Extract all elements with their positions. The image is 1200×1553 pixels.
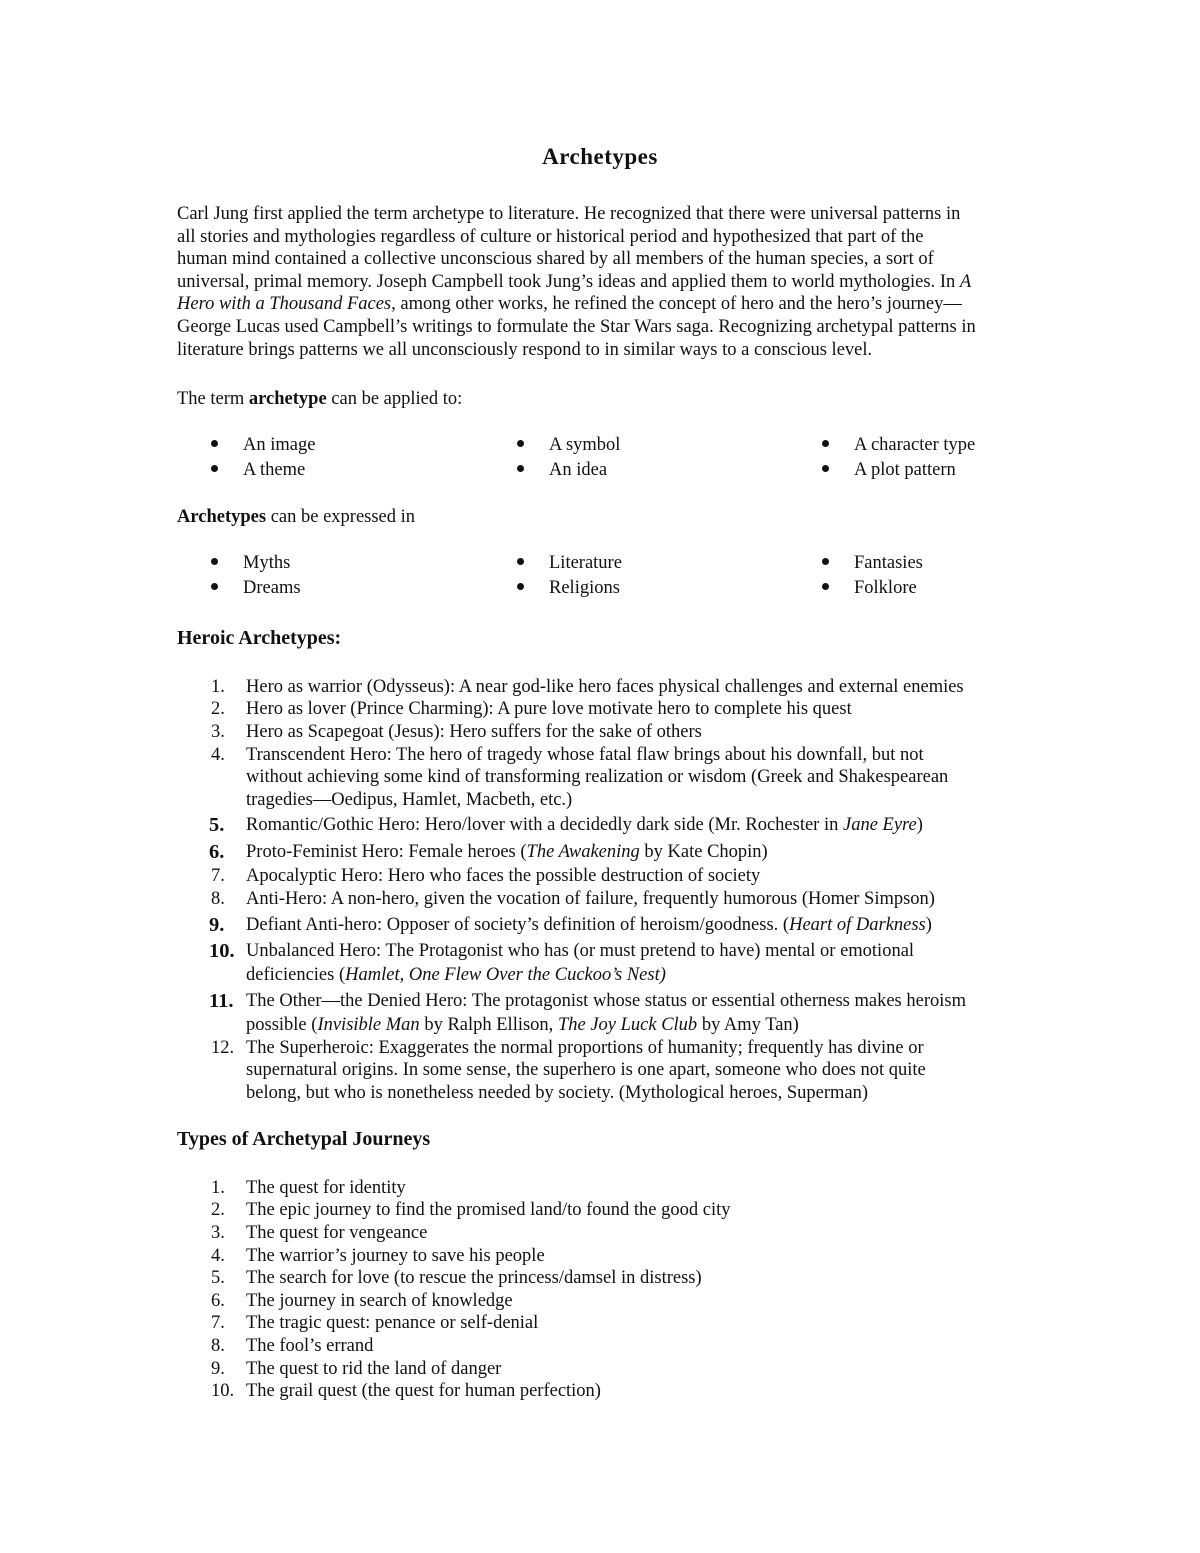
list-item: Fantasies [822,551,923,576]
list-item: A character type [822,433,975,458]
intro-line: George Lucas used Campbell’s writings to formulate the Star Wars saga. Recognizing archetypal patterns in [177,316,976,337]
list-item: A symbol [517,433,620,458]
journeys-heading: Types of Archetypal Journeys [177,1128,431,1150]
list-item: Dreams [211,576,301,601]
intro-line: Hero with a Thousand Faces, among other works, he refined the concept of hero and the hero’s journey— [177,294,962,315]
list-item: Myths [211,551,301,576]
page-title: Archetypes [542,144,658,169]
intro-line: literature brings patterns we all unconsciously respond to in similar ways to a conscious level. [177,339,873,360]
heroic-list: 1. Hero as warrior (Odysseus): A near god-like hero faces physical challenges and external enemies 2. Hero as lover (Prince Charming): A pure love motivate hero to complete his quest 3. Hero as Scapegoat (Jesus): Hero suffers for the sake of others 4. Transcendent Hero: The hero of tragedy whose fatal flaw brings about his downfall, but not without achieving some kind of transforming realization or wisdom (Greek and Shakespearean tragedies—Oedipus, Hamlet, Macbeth, etc.) 5. Romantic/Gothic Hero: Hero/lover with a decidedly dark side (Mr. Rochester in Jane Eyre) 6. Proto-Feminist Hero: Female heroes (The Awakening by Kate Chopin) 7. Apocalyptic Hero: Hero who faces the possible destruction of society 8. Anti-Hero: A non-hero, given the vocation of failure, frequently humorous (Homer Simpson) 9. Defiant Anti-hero: Opposer of society’s definition of heroism/goodness. (Heart of Darkness) 10. Unbalanced Hero: The Protagonist who has (or must pretend to have) mental or emotional deficiencies (Hamlet, One Flew Over the Cuckoo’s Nest) 11. The Other—the Denied Hero: The protagonist whose status or essential otherness makes heroism possible (Invisible Man by Ralph Ellison, The Joy Luck Club by Amy Tan) 12. The Superheroic: Exaggerates the normal proportions of humanity; frequently has divine or supernatural origins. In some sense, the superhero is one apart, someone who does not quite belong, but who is nonetheless needed by society. (Mythological heroes, Superman) [209,677,966,1103]
list-item: An image [211,433,315,458]
intro-line: human mind contained a collective unconscious shared by all members of the human species, a sort of [177,249,934,270]
list-item: Religions [517,576,622,601]
list-item: A theme [211,458,315,483]
list-item: An idea [517,458,620,483]
intro-line: all stories and mythologies regardless of culture or historical period and hypothesized that part of the [177,226,924,247]
intro-line: universal, primal memory. Joseph Campbell took Jung’s ideas and applied them to world mythologies. In A [177,271,972,292]
list-item: A plot pattern [822,458,975,483]
expressed-intro: Archetypes can be expressed in [177,507,416,527]
list-item: Folklore [822,576,923,601]
heroic-heading: Heroic Archetypes: [177,627,342,649]
journeys-list: 1. The quest for identity 2. The epic journey to find the promised land/to found the good city 3. The quest for vengeance 4. The warrior’s journey to save his people 5. The search for love (to rescue the princess/damsel in distress) 6. The journey in search of knowledge 7. The tragic quest: penance or self-denial 8. The fool’s errand 9. The quest to rid the land of danger 10. The grail quest (the quest for human perfection) [211,1178,731,1401]
list-item: Literature [517,551,622,576]
intro-line: Carl Jung first applied the term archetype to literature. He recognized that there were universal patterns in [177,204,961,224]
applied-intro: The term archetype can be applied to: [177,389,463,409]
